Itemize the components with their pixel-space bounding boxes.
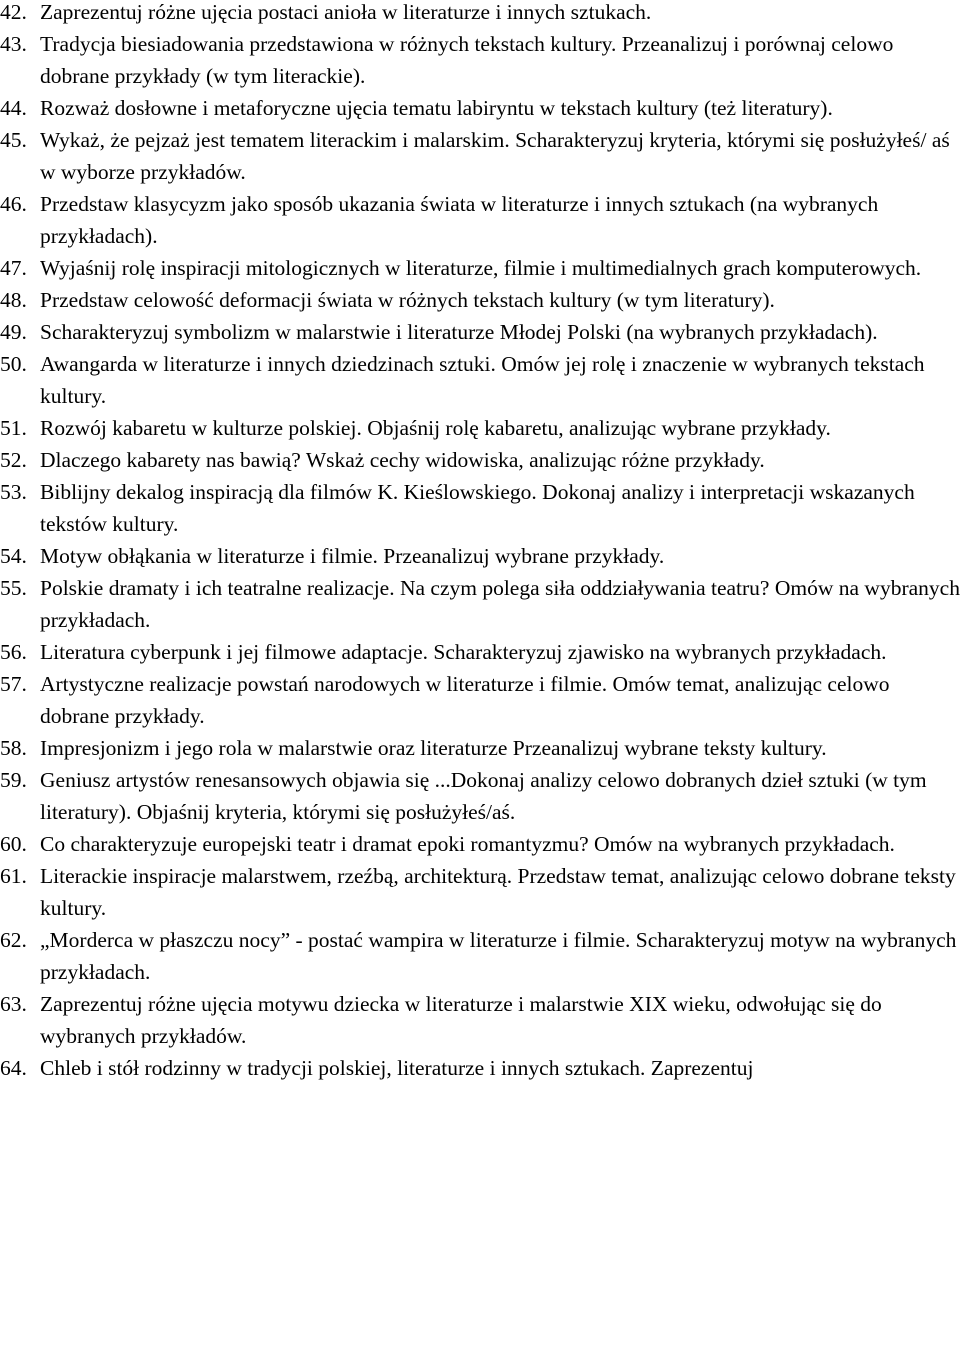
topic-text: Wykaż, że pejzaż jest tematem literackim i malarskim. Scharakteryzuj kryteria, którymi się posłużyłeś/ aś w wyborze przykładów. bbox=[40, 128, 950, 184]
topic-text: Impresjonizm i jego rola w malarstwie oraz literaturze Przeanalizuj wybrane teksty kultury. bbox=[40, 736, 827, 760]
topic-item bbox=[0, 348, 960, 412]
topic-number: 52. bbox=[0, 448, 27, 472]
topic-number: 51. bbox=[0, 416, 27, 440]
topic-number: 59. bbox=[0, 768, 27, 792]
topic-number: 57. bbox=[0, 672, 27, 696]
topic-item bbox=[0, 476, 960, 540]
topic-number: 44. bbox=[0, 96, 27, 120]
topic-text: Tradycja biesiadowania przedstawiona w różnych tekstach kultury. Przeanalizuj i porównaj celowo dobrane przykłady (w tym literackie). bbox=[40, 32, 894, 88]
topic-text: Literackie inspiracje malarstwem, rzeźbą, architekturą. Przedstaw temat, analizując celowo dobrane teksty kultury. bbox=[40, 864, 956, 920]
topic-number: 62. bbox=[0, 928, 27, 952]
topic-item bbox=[0, 92, 960, 124]
topic-number: 42. bbox=[0, 0, 27, 24]
topic-number: 46. bbox=[0, 192, 27, 216]
topic-text: Artystyczne realizacje powstań narodowych w literaturze i filmie. Omów temat, analizując celowo dobrane przykłady. bbox=[40, 672, 890, 728]
topic-number: 56. bbox=[0, 640, 27, 664]
topic-item bbox=[0, 252, 960, 284]
topic-item bbox=[0, 732, 960, 764]
topic-text: Przedstaw klasycyzm jako sposób ukazania świata w literaturze i innych sztukach (na wybranych przykładach). bbox=[40, 192, 879, 248]
topic-number: 54. bbox=[0, 544, 27, 568]
topic-item bbox=[0, 572, 960, 636]
topic-item bbox=[0, 636, 960, 668]
topic-number: 50. bbox=[0, 352, 27, 376]
topic-item bbox=[0, 1052, 960, 1084]
topic-number: 47. bbox=[0, 256, 27, 280]
topic-text: Chleb i stół rodzinny w tradycji polskiej, literaturze i innych sztukach. Zaprezentuj bbox=[40, 1056, 754, 1080]
topic-item bbox=[0, 444, 960, 476]
topic-item bbox=[0, 412, 960, 444]
topic-item bbox=[0, 924, 960, 988]
topic-item bbox=[0, 28, 960, 92]
topic-text: Rozważ dosłowne i metaforyczne ujęcia tematu labiryntu w tekstach kultury (też literatury). bbox=[40, 96, 833, 120]
topic-item bbox=[0, 988, 960, 1052]
topic-number: 43. bbox=[0, 32, 27, 56]
topic-number: 53. bbox=[0, 480, 27, 504]
topic-number: 61. bbox=[0, 864, 27, 888]
topic-number: 45. bbox=[0, 128, 27, 152]
topic-number: 63. bbox=[0, 992, 27, 1016]
topic-text: Co charakteryzuje europejski teatr i dramat epoki romantyzmu? Omów na wybranych przykładach. bbox=[40, 832, 895, 856]
topic-number: 60. bbox=[0, 832, 27, 856]
topic-text: Geniusz artystów renesansowych objawia się ...Dokonaj analizy celowo dobranych dzieł sztuki (w tym literatury). Objaśnij kryteria, którymi się posłużyłeś/aś. bbox=[40, 768, 927, 824]
topic-text: Polskie dramaty i ich teatralne realizacje. Na czym polega siła oddziaływania teatru? Omów na wybranych przykładach. bbox=[40, 576, 960, 632]
topic-item bbox=[0, 124, 960, 188]
topic-item bbox=[0, 284, 960, 316]
topic-text: „Morderca w płaszczu nocy” - postać wampira w literaturze i filmie. Scharakteryzuj motyw na wybranych przykładach. bbox=[40, 928, 957, 984]
topic-text: Rozwój kabaretu w kulturze polskiej. Objaśnij rolę kabaretu, analizując wybrane przykłady. bbox=[40, 416, 831, 440]
topic-number: 64. bbox=[0, 1056, 27, 1080]
topic-text: Biblijny dekalog inspiracją dla filmów K. Kieślowskiego. Dokonaj analizy i interpretacji wskazanych tekstów kultury. bbox=[40, 480, 915, 536]
topic-item bbox=[0, 0, 960, 28]
topic-text: Motyw obłąkania w literaturze i filmie. Przeanalizuj wybrane przykłady. bbox=[40, 544, 665, 568]
topic-text: Zaprezentuj różne ujęcia motywu dziecka w literaturze i malarstwie XIX wieku, odwołując się do wybranych przykładów. bbox=[40, 992, 882, 1048]
topic-item bbox=[0, 860, 960, 924]
topic-text: Scharakteryzuj symbolizm w malarstwie i literaturze Młodej Polski (na wybranych przykładach). bbox=[40, 320, 878, 344]
topic-item bbox=[0, 668, 960, 732]
topic-number: 48. bbox=[0, 288, 27, 312]
topic-text: Przedstaw celowość deformacji świata w różnych tekstach kultury (w tym literatury). bbox=[40, 288, 775, 312]
topic-text: Wyjaśnij rolę inspiracji mitologicznych w literaturze, filmie i multimedialnych grach komputerowych. bbox=[40, 256, 922, 280]
topic-item bbox=[0, 316, 960, 348]
topic-item bbox=[0, 540, 960, 572]
topic-text: Zaprezentuj różne ujęcia postaci anioła w literaturze i innych sztukach. bbox=[40, 0, 652, 24]
topic-item bbox=[0, 828, 960, 860]
topic-number: 55. bbox=[0, 576, 27, 600]
topic-number: 58. bbox=[0, 736, 27, 760]
topic-number: 49. bbox=[0, 320, 27, 344]
topic-text: Literatura cyberpunk i jej filmowe adaptacje. Scharakteryzuj zjawisko na wybranych przykładach. bbox=[40, 640, 887, 664]
topic-text: Awangarda w literaturze i innych dziedzinach sztuki. Omów jej rolę i znaczenie w wybranych tekstach kultury. bbox=[40, 352, 925, 408]
topic-text: Dlaczego kabarety nas bawią? Wskaż cechy widowiska, analizując różne przykłady. bbox=[40, 448, 765, 472]
topic-item bbox=[0, 764, 960, 828]
topic-item bbox=[0, 188, 960, 252]
